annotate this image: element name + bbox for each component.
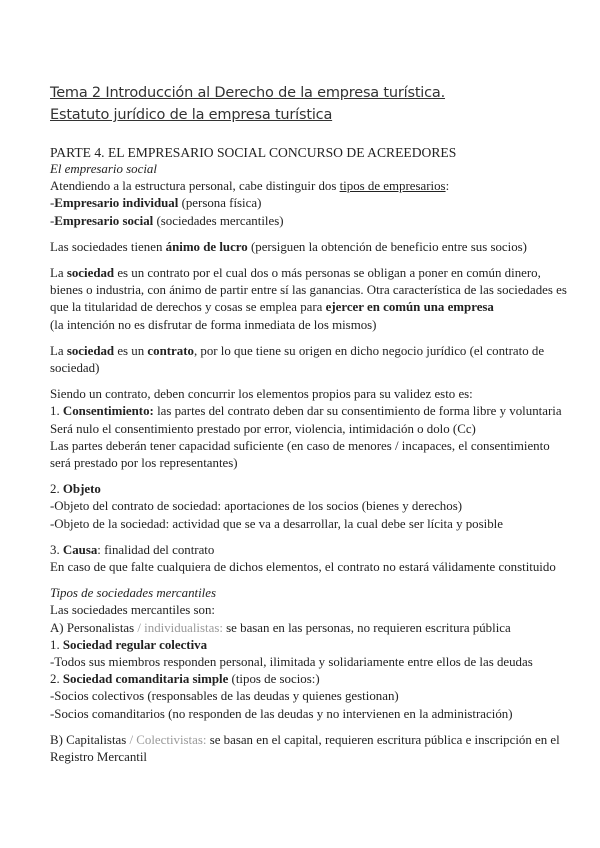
tipos-heading: Tipos de sociedades mercantiles xyxy=(50,586,217,601)
consent-item xyxy=(50,403,570,420)
consent-line-2: Será nulo el consentimiento prestado por error, violencia, intimidación o dolo (Cc) xyxy=(50,421,476,436)
item-number: 1. xyxy=(50,404,63,419)
type-item-individual xyxy=(50,195,570,212)
type-description: (sociedades mercantiles) xyxy=(153,213,284,228)
objeto-line-2: -Objeto de la sociedad: actividad que se va a desarrollar, la cual debe ser lícita y posible xyxy=(50,516,503,531)
item-title: Consentimiento: xyxy=(62,404,154,419)
item-number: 2. xyxy=(50,672,63,687)
text-run: : finalidad del contrato xyxy=(97,542,215,557)
type-item-social xyxy=(50,213,570,230)
text-run: se basan en las personas, no requieren escritura pública xyxy=(222,620,511,635)
sociedad-colectiva-line: -Todos sus miembros responden personal, ilimitada y solidariamente entre ellos de las deudas xyxy=(50,655,533,670)
definition-paragraph-2 xyxy=(50,343,570,377)
sociedad-comanditaria-item xyxy=(50,671,570,688)
part-heading: PARTE 4. EL EMPRESARIO SOCIAL CONCURSO DE ACREEDORES xyxy=(50,145,457,160)
bold-term: contrato xyxy=(147,343,194,358)
definition-paragraph-1 xyxy=(50,265,570,334)
sociedad-colectiva-item xyxy=(50,637,570,654)
bold-term: sociedad xyxy=(66,266,115,281)
title-line-2: Estatuto jurídico de la empresa turística xyxy=(50,107,333,123)
causa-item xyxy=(50,542,570,559)
text-run: Las sociedades tienen xyxy=(50,239,166,254)
objeto-item xyxy=(50,481,570,498)
elements-intro: Siendo un contrato, deben concurrir los elementos propios para su validez esto es: xyxy=(50,387,473,402)
text-run: (persiguen la obtención de beneficio entre sus socios) xyxy=(247,239,527,254)
text-run: las partes del contrato deben dar su consentimiento de forma libre y voluntaria xyxy=(153,404,562,419)
item-title: Causa xyxy=(62,542,98,557)
item-title: Objeto xyxy=(62,482,101,497)
text-run: A) Personalistas xyxy=(50,620,138,635)
bold-term: ejercer en común una empresa xyxy=(325,300,494,315)
objeto-line-1: -Objeto del contrato de sociedad: aportaciones de los socios (bienes y derechos) xyxy=(50,499,463,514)
title-line-1: Tema 2 Introducción al Derecho de la empresa turística. xyxy=(50,85,446,101)
text-run: es un xyxy=(114,343,148,358)
text-run: La xyxy=(50,266,67,281)
item-title: Sociedad comanditaria simple xyxy=(62,672,229,687)
text-run: , por lo que tiene su origen en dicho negocio jurídico (el contrato de sociedad) xyxy=(50,343,545,376)
text-run: se basan en el capital, requieren escritura pública e inscripción en el Registro Mercantil xyxy=(50,732,560,765)
causa-line-2: En caso de que falte cualquiera de dichos elementos, el contrato no estará válidamente constituido xyxy=(50,560,556,575)
bullet-prefix: - xyxy=(50,196,55,211)
bullet-prefix: - xyxy=(50,213,55,228)
document-page xyxy=(50,82,570,766)
intro-underlined-term: tipos de empresarios xyxy=(339,179,446,194)
tipos-b-line xyxy=(50,732,570,766)
document-title xyxy=(50,82,570,126)
text-run: (la intención no es disfrutar de forma inmediata de los mismos) xyxy=(50,317,377,332)
consent-line-3: Las partes deberán tener capacidad suficiente (en caso de menores / incapaces, el consentimiento será prestado por los representantes) xyxy=(50,438,550,471)
intro-paragraph xyxy=(50,178,570,195)
tipos-intro: Las sociedades mercantiles son: xyxy=(50,603,216,618)
bold-term: ánimo de lucro xyxy=(165,239,248,254)
intro-text: Atendiendo a la estructura personal, cabe distinguir dos xyxy=(50,179,340,194)
text-run: B) Capitalistas xyxy=(50,732,130,747)
item-number: 3. xyxy=(50,542,63,557)
item-title: Sociedad regular colectiva xyxy=(62,637,208,652)
section-subheading: El empresario social xyxy=(50,162,157,176)
grey-term: / individualistas: xyxy=(137,620,223,635)
bold-term: sociedad xyxy=(66,343,115,358)
item-number: 1. xyxy=(50,637,63,652)
animo-paragraph xyxy=(50,239,570,256)
type-description: (persona física) xyxy=(178,196,262,211)
sociedad-comanditaria-line-1: -Socios colectivos (responsables de las deudas y quienes gestionan) xyxy=(50,689,399,704)
intro-end: : xyxy=(445,179,450,194)
text-run: es un contrato por el cual dos o más personas se obligan a poner en común dinero, bienes o industria, con ánimo de partir entre sí las ganancias. Otra característica de las sociedades es que la titularidad de derechos y cosas se emplea para xyxy=(50,266,567,315)
item-number: 2. xyxy=(50,482,63,497)
sociedad-comanditaria-line-2: -Socios comanditarios (no responden de las deudas y no intervienen en la administración) xyxy=(50,706,513,721)
type-name: Empresario social xyxy=(54,213,154,228)
grey-term: / Colectivistas: xyxy=(129,732,207,747)
tipos-a-line xyxy=(50,620,570,637)
text-run: La xyxy=(50,343,67,358)
text-run: (tipos de socios:) xyxy=(228,672,320,687)
type-name: Empresario individual xyxy=(54,196,179,211)
